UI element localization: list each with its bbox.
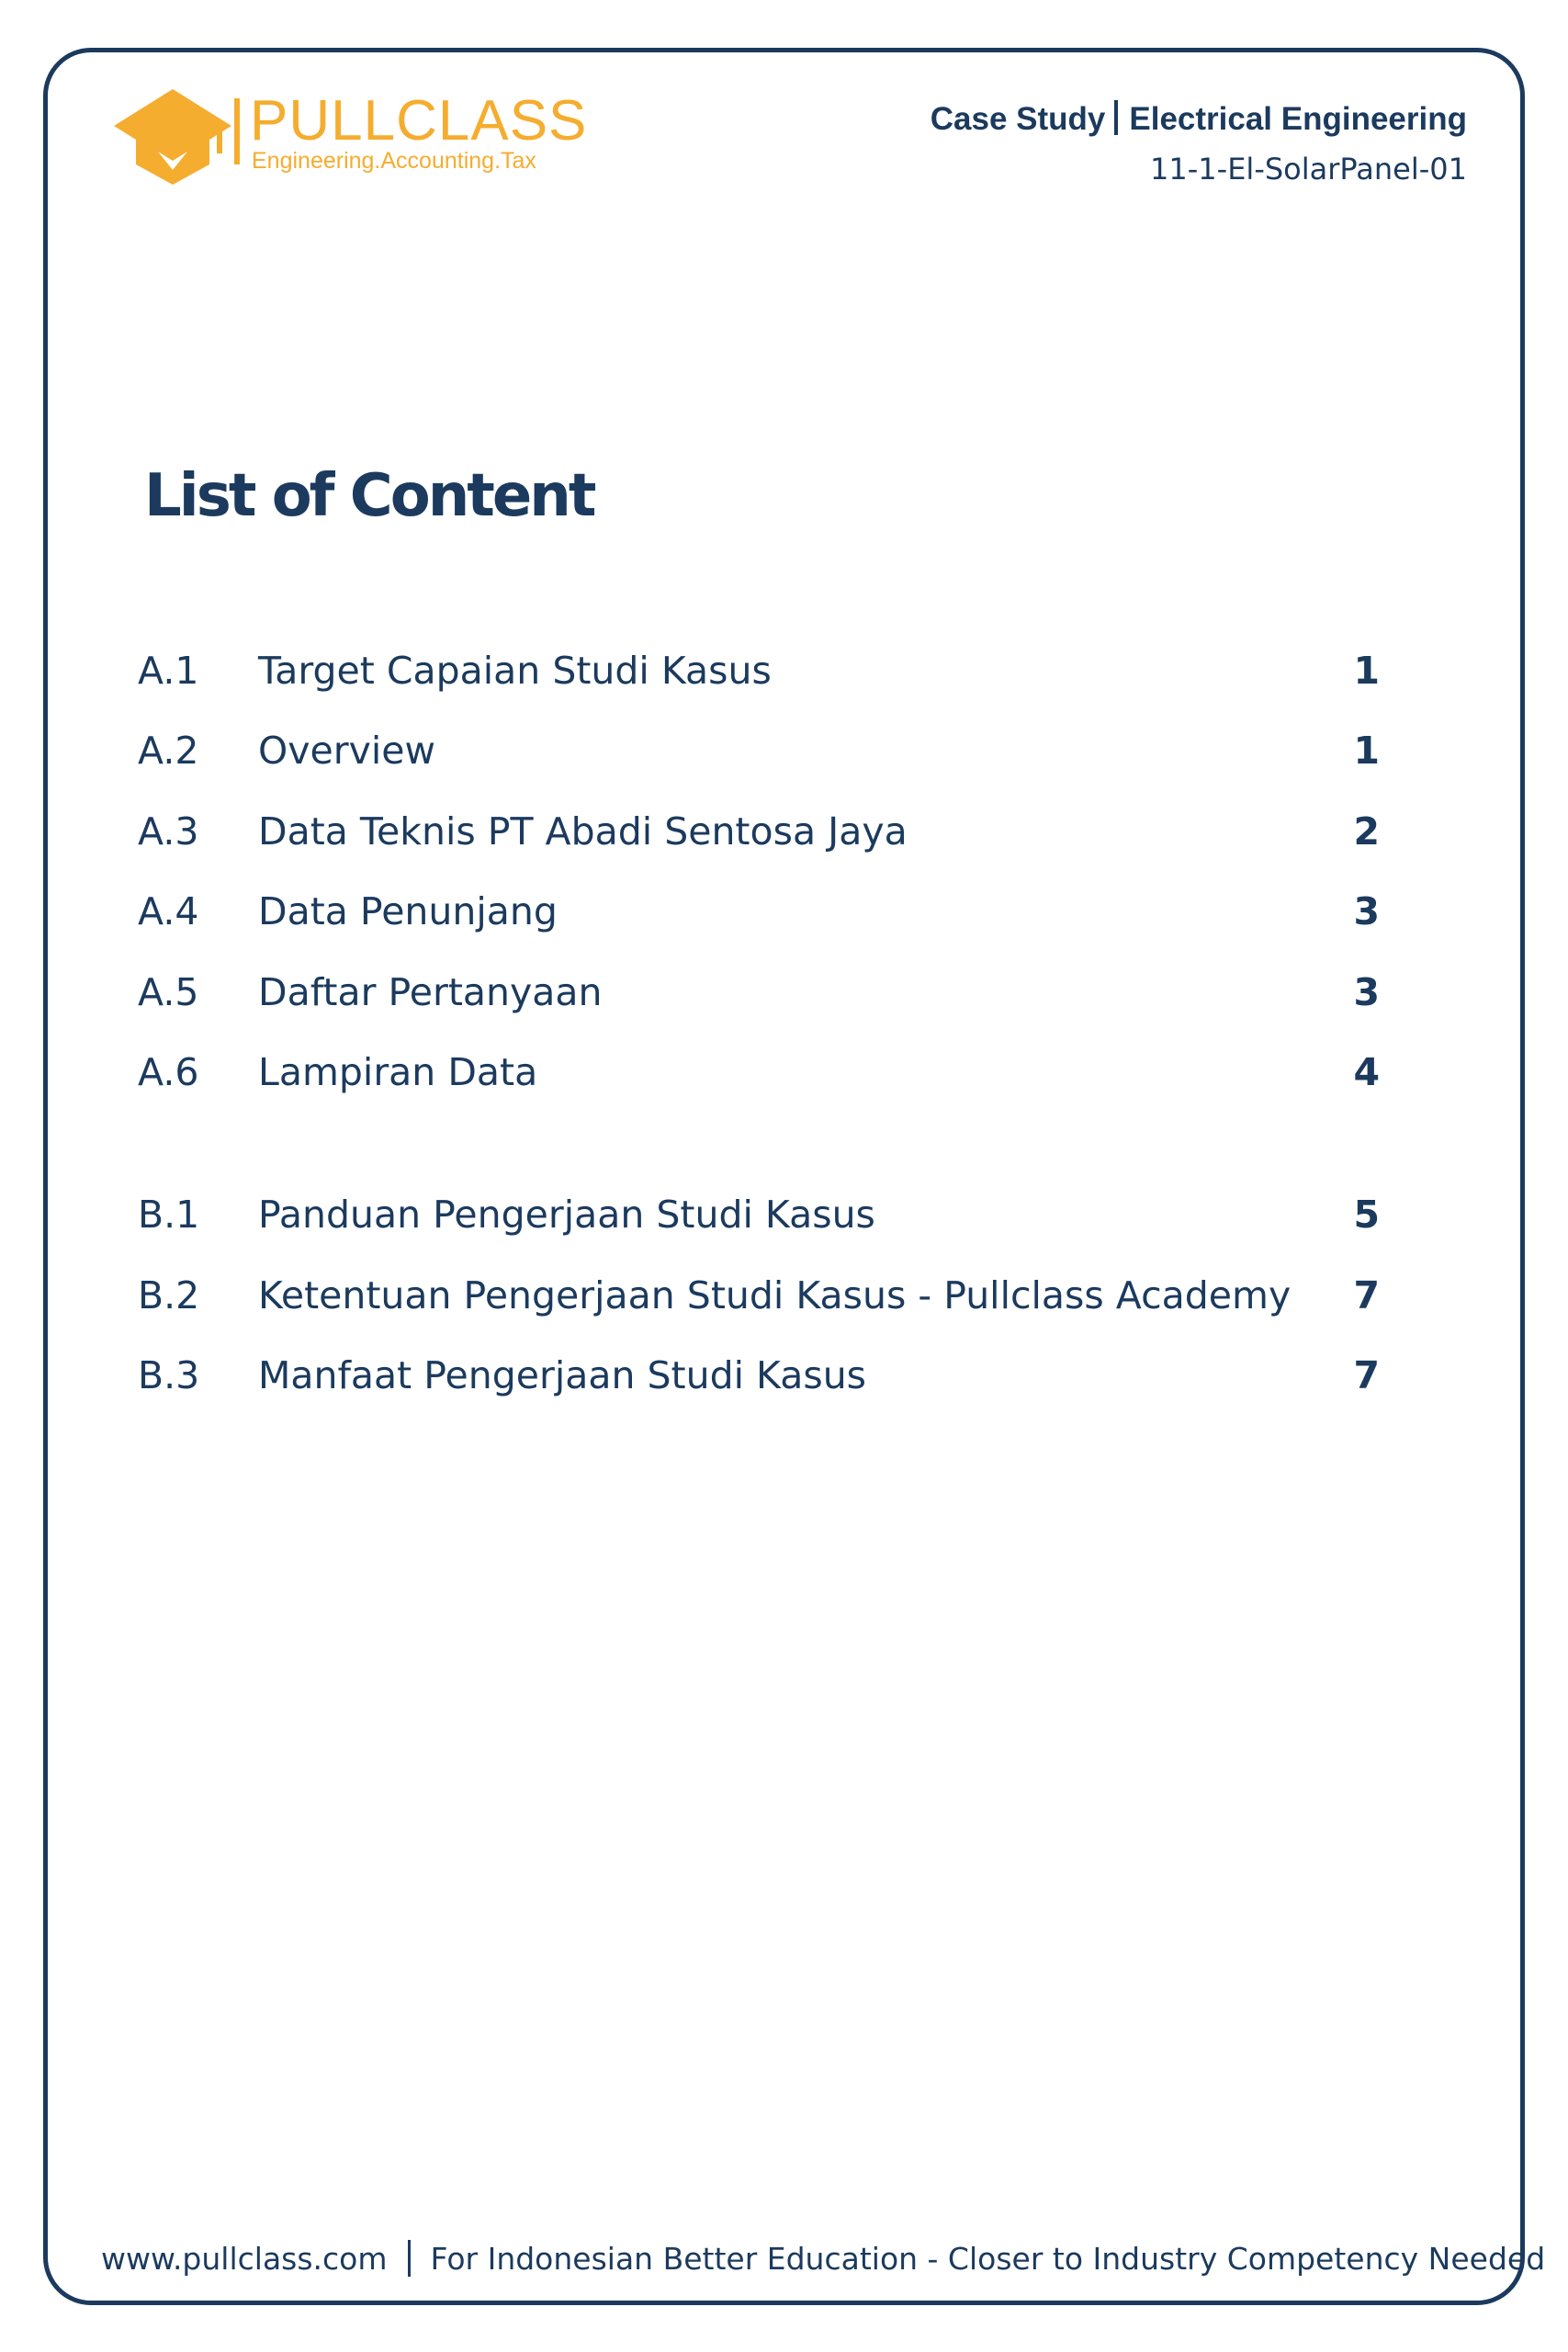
document-code: 11-1-El-SolarPanel-01 [1150, 152, 1467, 187]
toc-label: Panduan Pengerjaan Studi Kasus [258, 1193, 875, 1237]
page-footer [101, 2236, 1545, 2282]
toc-page-number: 2 [1353, 809, 1380, 854]
brand-logo [110, 85, 588, 187]
category-case-study: Case Study [930, 101, 1106, 137]
toc-row[interactable] [138, 1348, 1380, 1403]
toc-row[interactable] [138, 723, 1380, 778]
page-title: List of Content [144, 462, 594, 530]
toc-row[interactable] [138, 643, 1380, 698]
category-separator [1114, 100, 1118, 135]
toc-row[interactable] [138, 1187, 1380, 1242]
logo-divider [234, 98, 240, 164]
toc-label: Lampiran Data [258, 1050, 538, 1094]
toc-row[interactable] [138, 804, 1380, 859]
brand-tagline: Engineering.Accounting.Tax [252, 148, 536, 174]
category-field: Electrical Engineering [1129, 101, 1467, 137]
toc-page-number: 7 [1353, 1273, 1380, 1317]
toc-number: A.1 [138, 649, 199, 693]
brand-name: PULLCLASS [250, 89, 588, 153]
toc-number: B.2 [138, 1273, 200, 1317]
toc-label: Target Capaian Studi Kasus [258, 649, 772, 693]
toc-number: A.6 [138, 1050, 199, 1094]
toc-label: Ketentuan Pengerjaan Studi Kasus - Pullclass Academy [258, 1273, 1292, 1317]
toc-row[interactable] [138, 1045, 1380, 1100]
toc-label: Overview [258, 729, 436, 773]
toc-label: Manfaat Pengerjaan Studi Kasus [258, 1353, 867, 1397]
footer-slogan: For Indonesian Better Education - Closer to Industry Competency Needed [430, 2241, 1546, 2277]
toc-number: A.3 [138, 809, 199, 854]
toc-number: A.4 [138, 889, 199, 933]
toc-page-number: 5 [1353, 1193, 1380, 1237]
toc-number: A.2 [138, 729, 199, 773]
toc-label: Daftar Pertanyaan [258, 970, 603, 1014]
toc-page-number: 3 [1353, 889, 1380, 933]
document-category [931, 99, 1467, 140]
toc-page-number: 3 [1353, 970, 1380, 1014]
toc-number: B.1 [138, 1193, 200, 1237]
document-header [931, 99, 1467, 189]
toc-page-number: 4 [1353, 1050, 1380, 1094]
toc-row[interactable] [138, 965, 1380, 1020]
footer-website-link[interactable]: www.pullclass.com [101, 2241, 388, 2277]
toc-label: Data Penunjang [258, 889, 558, 933]
toc-row[interactable] [138, 1268, 1380, 1323]
graduation-cap-icon [110, 85, 239, 187]
toc-label: Data Teknis PT Abadi Sentosa Jaya [258, 809, 908, 854]
toc-page-number: 1 [1353, 649, 1380, 693]
footer-divider [408, 2240, 411, 2277]
toc-page-number: 7 [1353, 1353, 1380, 1397]
toc-number: A.5 [138, 970, 199, 1014]
toc-number: B.3 [138, 1353, 200, 1397]
toc-row[interactable] [138, 884, 1380, 939]
toc-page-number: 1 [1353, 729, 1380, 773]
page-frame [43, 48, 1525, 2305]
